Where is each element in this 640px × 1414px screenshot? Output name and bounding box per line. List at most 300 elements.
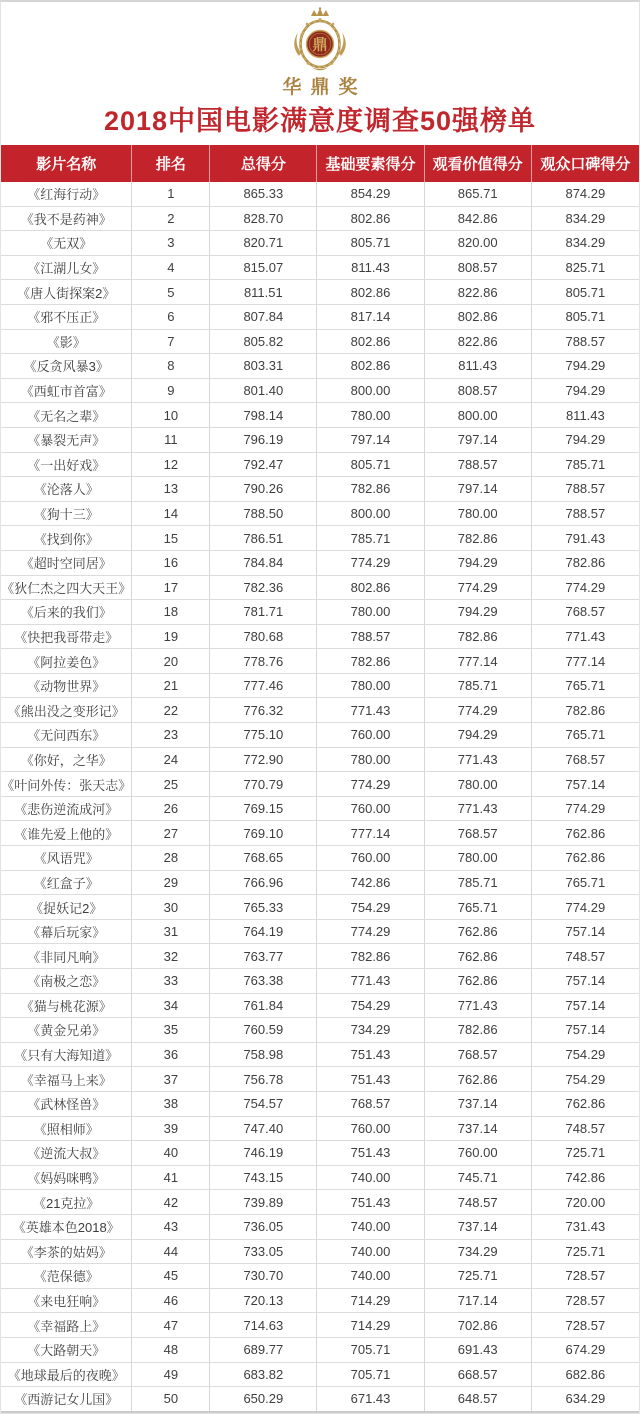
huading-award-wordmark: 华鼎奖: [282, 77, 367, 98]
viewing-value-score-cell: 797.14: [425, 477, 532, 501]
audience-word-of-mouth-score-cell: 874.29: [565, 186, 606, 202]
rank-cell: 41: [132, 1166, 210, 1190]
table-row: [1, 600, 639, 625]
rank-cell: 49: [132, 1363, 210, 1387]
rank-cell: 38: [132, 1092, 210, 1116]
table-row: [1, 1166, 639, 1191]
movie-title-cell: 《大路朝天》: [1, 1338, 132, 1362]
total-score-cell: 828.70: [210, 207, 317, 231]
audience-word-of-mouth-score-cell: 725.71: [565, 1145, 606, 1161]
rank-cell: 5: [132, 280, 210, 304]
table-row: [1, 1240, 639, 1265]
rank-cell: 31: [132, 920, 210, 944]
basic-elements-score-cell: 800.00: [317, 379, 424, 403]
rank-cell: 1: [132, 182, 210, 206]
rank-cell: 48: [132, 1338, 210, 1362]
movie-title-cell: 《无名之辈》: [1, 403, 132, 427]
rank-cell: 3: [132, 231, 210, 255]
total-score-cell: 769.10: [210, 821, 317, 845]
table-row: [1, 1387, 639, 1411]
column-header-total-score: 总得分: [210, 145, 317, 182]
audience-word-of-mouth-score-cell: 774.29: [565, 801, 606, 817]
movie-title-cell: 《范保德》: [1, 1264, 132, 1288]
viewing-value-score-cell: 802.86: [425, 305, 532, 329]
audience-word-of-mouth-score-cell: 757.14: [565, 973, 606, 989]
movie-title-cell: 《江湖儿女》: [1, 256, 132, 280]
total-score-cell: 766.96: [210, 871, 317, 895]
viewing-value-score-cell: 771.43: [425, 797, 532, 821]
viewing-value-score-cell: 774.29: [425, 698, 532, 722]
viewing-value-score-cell: 794.29: [425, 551, 532, 575]
audience-word-of-mouth-score-cell: 757.14: [565, 776, 606, 792]
movie-title-cell: 《来电狂响》: [1, 1289, 132, 1313]
huading-emblem-icon: [274, 7, 366, 77]
total-score-cell: 689.77: [210, 1338, 317, 1362]
viewing-value-score-cell: 820.00: [425, 231, 532, 255]
table-row: [1, 797, 639, 822]
audience-word-of-mouth-score-cell: 728.57: [565, 1268, 606, 1284]
audience-word-of-mouth-score-cell: 725.71: [565, 1243, 606, 1259]
total-score-cell: 778.76: [210, 649, 317, 673]
table-body: [1, 182, 639, 1413]
basic-elements-score-cell: 811.43: [317, 256, 424, 280]
table-row: [1, 846, 639, 871]
audience-word-of-mouth-score-cell: 794.29: [565, 358, 606, 374]
total-score-cell: 747.40: [210, 1117, 317, 1141]
total-score-cell: 865.33: [210, 182, 317, 206]
movie-title-cell: 《幸福路上》: [1, 1313, 132, 1337]
table-row: [1, 576, 639, 601]
total-score-cell: 784.84: [210, 551, 317, 575]
table-row: [1, 207, 639, 232]
basic-elements-score-cell: 751.43: [317, 1043, 424, 1067]
table-row: [1, 895, 639, 920]
audience-word-of-mouth-score-cell: 805.71: [565, 309, 606, 325]
audience-word-of-mouth-score-cell: 757.14: [565, 1022, 606, 1038]
basic-elements-score-cell: 854.29: [317, 182, 424, 206]
total-score-cell: 746.19: [210, 1141, 317, 1165]
audience-word-of-mouth-score-cell: 728.57: [565, 1293, 606, 1309]
viewing-value-score-cell: 760.00: [425, 1141, 532, 1165]
viewing-value-score-cell: 774.29: [425, 576, 532, 600]
viewing-value-score-cell: 842.86: [425, 207, 532, 231]
total-score-cell: 764.19: [210, 920, 317, 944]
table-row: [1, 182, 639, 207]
basic-elements-score-cell: 774.29: [317, 920, 424, 944]
movie-title-cell: 《西游记女儿国》: [1, 1387, 132, 1411]
rank-cell: 29: [132, 871, 210, 895]
audience-word-of-mouth-score-cell: 634.29: [565, 1391, 606, 1407]
basic-elements-score-cell: 734.29: [317, 1018, 424, 1042]
basic-elements-score-cell: 771.43: [317, 698, 424, 722]
total-score-cell: 798.14: [210, 403, 317, 427]
table-row: [1, 379, 639, 404]
total-score-cell: 781.71: [210, 600, 317, 624]
movie-title-cell: 《南极之恋》: [1, 969, 132, 993]
rank-cell: 17: [132, 576, 210, 600]
movie-title-cell: 《狄仁杰之四大天王》: [1, 576, 132, 600]
table-row: [1, 674, 639, 699]
movie-title-cell: 《你好，之华》: [1, 748, 132, 772]
total-score-cell: 650.29: [210, 1387, 317, 1411]
movie-title-cell: 《幸福马上来》: [1, 1067, 132, 1091]
audience-word-of-mouth-score-cell: 762.86: [565, 825, 606, 841]
movie-title-cell: 《沦落人》: [1, 477, 132, 501]
movie-title-cell: 《影》: [1, 330, 132, 354]
basic-elements-score-cell: 760.00: [317, 723, 424, 747]
total-score-cell: 820.71: [210, 231, 317, 255]
table-row: [1, 1313, 639, 1338]
table-row: [1, 1067, 639, 1092]
basic-elements-score-cell: 742.86: [317, 871, 424, 895]
movie-title-cell: 《狗十三》: [1, 502, 132, 526]
rank-cell: 40: [132, 1141, 210, 1165]
basic-elements-score-cell: 802.86: [317, 576, 424, 600]
table-row: [1, 1215, 639, 1240]
audience-word-of-mouth-score-cell: 748.57: [565, 1120, 606, 1136]
audience-word-of-mouth-score-cell: 765.71: [565, 727, 606, 743]
rank-cell: 26: [132, 797, 210, 821]
audience-word-of-mouth-score-cell: 765.71: [565, 874, 606, 890]
rank-cell: 24: [132, 748, 210, 772]
movie-title-cell: 《黄金兄弟》: [1, 1018, 132, 1042]
viewing-value-score-cell: 768.57: [425, 1043, 532, 1067]
movie-title-cell: 《猫与桃花源》: [1, 994, 132, 1018]
viewing-value-score-cell: 737.14: [425, 1215, 532, 1239]
total-score-cell: 743.15: [210, 1166, 317, 1190]
rank-cell: 28: [132, 846, 210, 870]
total-score-cell: 786.51: [210, 526, 317, 550]
viewing-value-score-cell: 771.43: [425, 748, 532, 772]
table-row: [1, 428, 639, 453]
basic-elements-score-cell: 802.86: [317, 280, 424, 304]
rank-cell: 6: [132, 305, 210, 329]
column-header-movie-title: 影片名称: [1, 145, 132, 182]
audience-word-of-mouth-score-cell: 768.57: [565, 604, 606, 620]
column-header-audience-word-of-mouth-score: 观众口碑得分: [540, 156, 631, 173]
viewing-value-score-cell: 800.00: [425, 403, 532, 427]
movie-title-cell: 《无双》: [1, 231, 132, 255]
total-score-cell: 792.47: [210, 453, 317, 477]
rank-cell: 4: [132, 256, 210, 280]
total-score-cell: 756.78: [210, 1067, 317, 1091]
total-score-cell: 803.31: [210, 354, 317, 378]
total-score-cell: 761.84: [210, 994, 317, 1018]
table-row: [1, 1363, 639, 1388]
movie-title-cell: 《风语咒》: [1, 846, 132, 870]
total-score-cell: 714.63: [210, 1313, 317, 1337]
viewing-value-score-cell: 737.14: [425, 1117, 532, 1141]
viewing-value-score-cell: 762.86: [425, 969, 532, 993]
movie-title-cell: 《谁先爱上他的》: [1, 821, 132, 845]
total-score-cell: 739.89: [210, 1190, 317, 1214]
table-row: [1, 551, 639, 576]
basic-elements-score-cell: 774.29: [317, 772, 424, 796]
viewing-value-score-cell: 780.00: [425, 846, 532, 870]
total-score-cell: 777.46: [210, 674, 317, 698]
audience-word-of-mouth-score-cell: 782.86: [565, 702, 606, 718]
basic-elements-score-cell: 751.43: [317, 1141, 424, 1165]
rank-cell: 10: [132, 403, 210, 427]
basic-elements-score-cell: 751.43: [317, 1190, 424, 1214]
table-row: [1, 1190, 639, 1215]
total-score-cell: 763.38: [210, 969, 317, 993]
movie-title-cell: 《一出好戏》: [1, 453, 132, 477]
viewing-value-score-cell: 771.43: [425, 994, 532, 1018]
audience-word-of-mouth-score-cell: 720.00: [565, 1194, 606, 1210]
movie-title-cell: 《暴裂无声》: [1, 428, 132, 452]
table-row: [1, 1117, 639, 1142]
rank-cell: 32: [132, 944, 210, 968]
rank-cell: 25: [132, 772, 210, 796]
basic-elements-score-cell: 805.71: [317, 453, 424, 477]
viewing-value-score-cell: 734.29: [425, 1240, 532, 1264]
movie-title-cell: 《李茶的姑妈》: [1, 1240, 132, 1264]
audience-word-of-mouth-score-cell: 765.71: [565, 678, 606, 694]
audience-word-of-mouth-score-cell: 682.86: [565, 1366, 606, 1382]
viewing-value-score-cell: 794.29: [425, 600, 532, 624]
movie-title-cell: 《地球最后的夜晚》: [1, 1363, 132, 1387]
basic-elements-score-cell: 714.29: [317, 1289, 424, 1313]
rank-cell: 36: [132, 1043, 210, 1067]
basic-elements-score-cell: 754.29: [317, 895, 424, 919]
viewing-value-score-cell: 797.14: [425, 428, 532, 452]
basic-elements-score-cell: 771.43: [317, 969, 424, 993]
viewing-value-score-cell: 782.86: [425, 1018, 532, 1042]
audience-word-of-mouth-score-cell: 771.43: [565, 628, 606, 644]
table-row: [1, 256, 639, 281]
viewing-value-score-cell: 768.57: [425, 821, 532, 845]
rank-cell: 9: [132, 379, 210, 403]
basic-elements-score-cell: 817.14: [317, 305, 424, 329]
table-row: [1, 231, 639, 256]
viewing-value-score-cell: 780.00: [425, 502, 532, 526]
table-row: [1, 649, 639, 674]
total-score-cell: 769.15: [210, 797, 317, 821]
table-header-row: [1, 145, 639, 182]
total-score-cell: 758.98: [210, 1043, 317, 1067]
viewing-value-score-cell: 794.29: [425, 723, 532, 747]
table-row: [1, 453, 639, 478]
basic-elements-score-cell: 777.14: [317, 821, 424, 845]
rank-cell: 12: [132, 453, 210, 477]
table-row: [1, 526, 639, 551]
movie-title-cell: 《英雄本色2018》: [1, 1215, 132, 1239]
audience-word-of-mouth-score-cell: 674.29: [565, 1342, 606, 1358]
basic-elements-score-cell: 760.00: [317, 846, 424, 870]
total-score-cell: 801.40: [210, 379, 317, 403]
rank-cell: 35: [132, 1018, 210, 1042]
rank-cell: 34: [132, 994, 210, 1018]
basic-elements-score-cell: 671.43: [317, 1387, 424, 1411]
rank-cell: 21: [132, 674, 210, 698]
audience-word-of-mouth-score-cell: 757.14: [565, 997, 606, 1013]
movie-title-cell: 《叶问外传：张天志》: [1, 772, 132, 796]
total-score-cell: 754.57: [210, 1092, 317, 1116]
movie-title-cell: 《幕后玩家》: [1, 920, 132, 944]
viewing-value-score-cell: 811.43: [425, 354, 532, 378]
rank-cell: 15: [132, 526, 210, 550]
movie-title-cell: 《找到你》: [1, 526, 132, 550]
ranking-table: [1, 145, 639, 1413]
rank-cell: 42: [132, 1190, 210, 1214]
table-row: [1, 1338, 639, 1363]
basic-elements-score-cell: 768.57: [317, 1092, 424, 1116]
audience-word-of-mouth-score-cell: 805.71: [565, 284, 606, 300]
viewing-value-score-cell: 822.86: [425, 330, 532, 354]
basic-elements-score-cell: 740.00: [317, 1215, 424, 1239]
rank-cell: 16: [132, 551, 210, 575]
basic-elements-score-cell: 782.86: [317, 477, 424, 501]
basic-elements-score-cell: 740.00: [317, 1166, 424, 1190]
table-row: [1, 821, 639, 846]
rank-cell: 13: [132, 477, 210, 501]
column-header-basic-elements-score: 基础要素得分: [317, 145, 424, 182]
movie-title-cell: 《21克拉》: [1, 1190, 132, 1214]
movie-title-cell: 《西虹市首富》: [1, 379, 132, 403]
total-score-cell: 776.32: [210, 698, 317, 722]
basic-elements-score-cell: 797.14: [317, 428, 424, 452]
column-header-rank: 排名: [132, 145, 210, 182]
audience-word-of-mouth-score-cell: 762.86: [565, 850, 606, 866]
rank-cell: 44: [132, 1240, 210, 1264]
viewing-value-score-cell: 691.43: [425, 1338, 532, 1362]
viewing-value-score-cell: 808.57: [425, 256, 532, 280]
total-score-cell: 815.07: [210, 256, 317, 280]
rank-cell: 27: [132, 821, 210, 845]
table-row: [1, 920, 639, 945]
viewing-value-score-cell: 748.57: [425, 1190, 532, 1214]
total-score-cell: 811.51: [210, 280, 317, 304]
total-score-cell: 733.05: [210, 1240, 317, 1264]
audience-word-of-mouth-score-cell: 782.86: [565, 555, 606, 571]
total-score-cell: 790.26: [210, 477, 317, 501]
rank-cell: 14: [132, 502, 210, 526]
audience-word-of-mouth-score-cell: 731.43: [565, 1219, 606, 1235]
table-row: [1, 1018, 639, 1043]
audience-word-of-mouth-score-cell: 728.57: [565, 1317, 606, 1333]
movie-title-cell: 《红盒子》: [1, 871, 132, 895]
basic-elements-score-cell: 714.29: [317, 1313, 424, 1337]
rank-cell: 7: [132, 330, 210, 354]
viewing-value-score-cell: 668.57: [425, 1363, 532, 1387]
basic-elements-score-cell: 802.86: [317, 354, 424, 378]
viewing-value-score-cell: 782.86: [425, 625, 532, 649]
basic-elements-score-cell: 760.00: [317, 1117, 424, 1141]
rank-cell: 8: [132, 354, 210, 378]
total-score-cell: 683.82: [210, 1363, 317, 1387]
basic-elements-score-cell: 751.43: [317, 1067, 424, 1091]
viewing-value-score-cell: 777.14: [425, 649, 532, 673]
audience-word-of-mouth-score-cell: 788.57: [565, 506, 606, 522]
movie-title-cell: 《快把我哥带走》: [1, 625, 132, 649]
audience-word-of-mouth-score-cell: 825.71: [565, 260, 606, 276]
table-row: [1, 1141, 639, 1166]
table-row: [1, 723, 639, 748]
total-score-cell: 782.36: [210, 576, 317, 600]
basic-elements-score-cell: 754.29: [317, 994, 424, 1018]
total-score-cell: 736.05: [210, 1215, 317, 1239]
huading-award-logo: [273, 7, 366, 99]
table-row: [1, 944, 639, 969]
svg-text:鼎: 鼎: [312, 37, 328, 54]
viewing-value-score-cell: 762.86: [425, 920, 532, 944]
basic-elements-score-cell: 705.71: [317, 1363, 424, 1387]
table-row: [1, 1043, 639, 1068]
viewing-value-score-cell: 762.86: [425, 944, 532, 968]
table-row: [1, 969, 639, 994]
basic-elements-score-cell: 740.00: [317, 1264, 424, 1288]
movie-title-cell: 《无问西东》: [1, 723, 132, 747]
movie-title-cell: 《动物世界》: [1, 674, 132, 698]
viewing-value-score-cell: 782.86: [425, 526, 532, 550]
rank-cell: 19: [132, 625, 210, 649]
viewing-value-score-cell: 717.14: [425, 1289, 532, 1313]
audience-word-of-mouth-score-cell: 742.86: [565, 1170, 606, 1186]
audience-word-of-mouth-score-cell: 774.29: [565, 579, 606, 595]
table-row: [1, 871, 639, 896]
viewing-value-score-cell: 865.71: [425, 182, 532, 206]
rank-cell: 37: [132, 1067, 210, 1091]
audience-word-of-mouth-score-cell: 834.29: [565, 235, 606, 251]
audience-word-of-mouth-score-cell: 834.29: [565, 210, 606, 226]
movie-title-cell: 《红海行动》: [1, 182, 132, 206]
basic-elements-score-cell: 788.57: [317, 625, 424, 649]
table-row: [1, 305, 639, 330]
table-row: [1, 994, 639, 1019]
movie-title-cell: 《武林怪兽》: [1, 1092, 132, 1116]
column-header-viewing-value-score: 观看价值得分: [425, 145, 532, 182]
rank-cell: 43: [132, 1215, 210, 1239]
audience-word-of-mouth-score-cell: 774.29: [565, 899, 606, 915]
table-row: [1, 748, 639, 773]
movie-title-cell: 《唐人街探案2》: [1, 280, 132, 304]
viewing-value-score-cell: 737.14: [425, 1092, 532, 1116]
basic-elements-score-cell: 780.00: [317, 748, 424, 772]
basic-elements-score-cell: 802.86: [317, 330, 424, 354]
movie-title-cell: 《悲伤逆流成河》: [1, 797, 132, 821]
rank-cell: 20: [132, 649, 210, 673]
rank-cell: 45: [132, 1264, 210, 1288]
movie-title-cell: 《我不是药神》: [1, 207, 132, 231]
total-score-cell: 770.79: [210, 772, 317, 796]
total-score-cell: 807.84: [210, 305, 317, 329]
basic-elements-score-cell: 774.29: [317, 551, 424, 575]
basic-elements-score-cell: 782.86: [317, 649, 424, 673]
rank-cell: 2: [132, 207, 210, 231]
viewing-value-score-cell: 788.57: [425, 453, 532, 477]
table-row: [1, 625, 639, 650]
total-score-cell: 720.13: [210, 1289, 317, 1313]
basic-elements-score-cell: 705.71: [317, 1338, 424, 1362]
movie-title-cell: 《照相师》: [1, 1117, 132, 1141]
movie-title-cell: 《只有大海知道》: [1, 1043, 132, 1067]
movie-title-cell: 《反贪风暴3》: [1, 354, 132, 378]
viewing-value-score-cell: 808.57: [425, 379, 532, 403]
total-score-cell: 788.50: [210, 502, 317, 526]
audience-word-of-mouth-score-cell: 794.29: [565, 432, 606, 448]
viewing-value-score-cell: 648.57: [425, 1387, 532, 1411]
viewing-value-score-cell: 785.71: [425, 871, 532, 895]
viewing-value-score-cell: 785.71: [425, 674, 532, 698]
audience-word-of-mouth-score-cell: 748.57: [565, 948, 606, 964]
viewing-value-score-cell: 765.71: [425, 895, 532, 919]
rank-cell: 39: [132, 1117, 210, 1141]
total-score-cell: 765.33: [210, 895, 317, 919]
table-row: [1, 1264, 639, 1289]
audience-word-of-mouth-score-cell: 811.43: [565, 407, 605, 423]
basic-elements-score-cell: 782.86: [317, 944, 424, 968]
